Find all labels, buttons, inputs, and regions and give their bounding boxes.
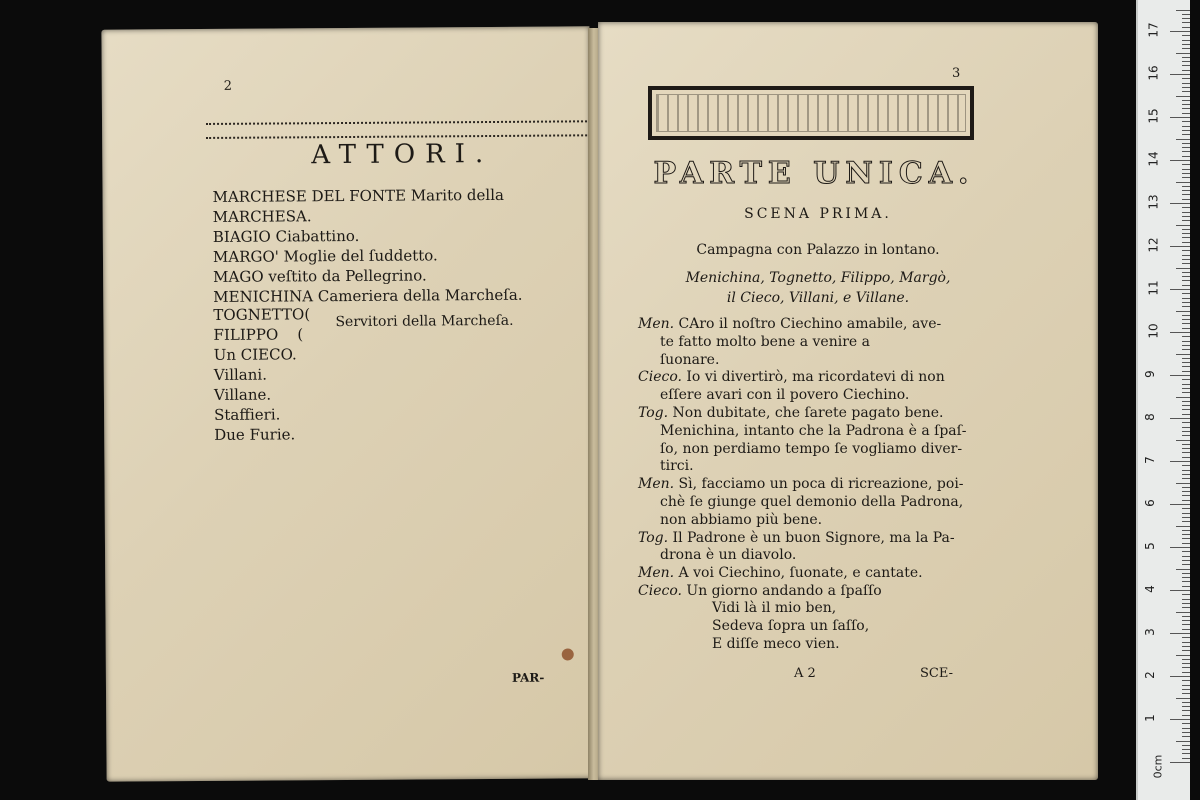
- dialogue-line: [638, 316, 978, 334]
- ruler-tick: [1182, 431, 1190, 432]
- ruler-tick: [1170, 461, 1190, 462]
- cast-item: MAGO veſtito da Pellegrino.: [213, 266, 427, 286]
- cast-item: Villane.: [213, 385, 272, 404]
- ruler-tick: [1182, 323, 1190, 324]
- ruler-tick: [1182, 594, 1190, 595]
- ruler-tick: [1182, 710, 1190, 711]
- ruler-tick: [1182, 100, 1190, 101]
- ruler-tick: [1182, 177, 1190, 178]
- ruler-tick: [1176, 10, 1190, 11]
- ruler-tick: [1170, 31, 1190, 32]
- ruler-tick: [1182, 427, 1190, 428]
- ruler-tick: [1182, 470, 1190, 471]
- dialogue-block: [638, 316, 978, 601]
- ruler-tick: [1182, 130, 1190, 131]
- ruler-tick: [1182, 620, 1190, 621]
- catchword-left: PAR-: [511, 670, 545, 685]
- ruler-tick: [1182, 44, 1190, 45]
- cast-title: ATTORI.: [311, 138, 494, 171]
- dialogue-line: [638, 405, 978, 423]
- verse-line: E diſſe meco vien.: [712, 635, 840, 652]
- ruler-tick: [1182, 586, 1190, 587]
- cast-item: MENICHINA Cameriera della Marcheſa.: [213, 285, 523, 306]
- ruler-tick: [1170, 504, 1190, 505]
- ruler-tick: [1182, 255, 1190, 256]
- ruler-tick: [1182, 685, 1190, 686]
- ruler-tick: [1182, 616, 1190, 617]
- ruler-tick: [1182, 500, 1190, 501]
- ruler-tick: [1182, 680, 1190, 681]
- ruler-tick: [1182, 629, 1190, 630]
- ruler-tick: [1182, 48, 1190, 49]
- ruler-tick: [1170, 74, 1190, 75]
- dialogue-line: [638, 476, 978, 494]
- dialogue-line: [638, 547, 978, 565]
- ruler-tick: [1182, 104, 1190, 105]
- ruler-tick: [1176, 139, 1190, 140]
- ruler-tick: [1182, 186, 1190, 187]
- dialogue-text: ſo, non perdiamo tempo ſe vogliamo diver-: [660, 440, 963, 457]
- ruler-tick: [1182, 362, 1190, 363]
- ruler-tick: [1182, 108, 1190, 109]
- ruler-tick: [1176, 526, 1190, 527]
- scene-heading: SCENA PRIMA.: [744, 206, 892, 222]
- ruler-tick: [1182, 753, 1190, 754]
- ruler-tick: [1176, 225, 1190, 226]
- dialogue-text: Un giorno andando a ſpaſſo: [686, 582, 882, 599]
- scene-characters: [658, 268, 978, 308]
- ruler-label: 6: [1142, 499, 1157, 507]
- ruler-label: 13: [1146, 194, 1161, 210]
- ornamental-headpiece: [648, 86, 974, 140]
- ruler-tick: [1182, 156, 1190, 157]
- dialogue-text: ſuonare.: [660, 351, 720, 368]
- ruler-tick: [1176, 741, 1190, 742]
- ruler-tick: [1170, 719, 1190, 720]
- ruler-tick: [1182, 280, 1190, 281]
- dialogue-text: Sì, facciamo un poca di ricreazione, poi-: [678, 476, 964, 493]
- cast-item: TOGNETTO(: [213, 305, 311, 324]
- ruler-label: 15: [1146, 108, 1161, 124]
- ruler-label: 5: [1142, 542, 1157, 550]
- ruler-tick: [1182, 414, 1190, 415]
- ruler-tick: [1170, 332, 1190, 333]
- ruler-tick: [1182, 728, 1190, 729]
- page-number-left: 2: [223, 78, 233, 94]
- dialogue-line: [638, 369, 978, 387]
- ruler-tick: [1176, 612, 1190, 613]
- ruler-tick: [1182, 599, 1190, 600]
- cast-item: MARGO' Moglie del ſuddetto.: [212, 246, 438, 266]
- ruler-tick: [1182, 358, 1190, 359]
- ruler-tick: [1182, 607, 1190, 608]
- ruler-tick: [1182, 315, 1190, 316]
- ruler-tick: [1182, 328, 1190, 329]
- ruler-tick: [1182, 457, 1190, 458]
- ruler-tick: [1182, 491, 1190, 492]
- ruler-tick: [1176, 182, 1190, 183]
- ruler-tick: [1182, 702, 1190, 703]
- ruler-tick: [1182, 78, 1190, 79]
- ruler-tick: [1182, 452, 1190, 453]
- left-page: [101, 26, 594, 781]
- speaker-label: Tog.: [638, 404, 669, 421]
- ruler-label: 10: [1146, 323, 1161, 339]
- page-number-right: 3: [952, 66, 961, 81]
- ruler-unit-label: 0cm: [1151, 754, 1165, 779]
- dialogue-line: [638, 423, 978, 441]
- ruler-tick: [1182, 272, 1190, 273]
- ruler-tick: [1182, 70, 1190, 71]
- ruler-tick: [1182, 646, 1190, 647]
- ruler-tick: [1182, 216, 1190, 217]
- ruler-tick: [1182, 371, 1190, 372]
- ruler-tick: [1182, 298, 1190, 299]
- verse-line: Vidi là il mio ben,: [712, 600, 837, 616]
- ruler-tick: [1182, 478, 1190, 479]
- ruler-tick: [1182, 237, 1190, 238]
- ruler-tick: [1182, 487, 1190, 488]
- ruler-tick: [1182, 379, 1190, 380]
- ruler-tick: [1182, 113, 1190, 114]
- ruler-tick: [1182, 22, 1190, 23]
- ruler-tick: [1182, 306, 1190, 307]
- ruler-tick: [1182, 693, 1190, 694]
- ruler-tick: [1170, 547, 1190, 548]
- ruler-tick: [1182, 672, 1190, 673]
- ruler-tick: [1176, 397, 1190, 398]
- ruler-tick: [1182, 401, 1190, 402]
- ruler-tick: [1182, 121, 1190, 122]
- signature-mark: A 2: [794, 666, 816, 681]
- ruler-tick: [1182, 83, 1190, 84]
- ruler-tick: [1182, 448, 1190, 449]
- ruler-tick: [1176, 698, 1190, 699]
- ruler-tick: [1182, 736, 1190, 737]
- ruler-tick: [1170, 418, 1190, 419]
- cast-item: BIAGIO Ciabattino.: [212, 226, 360, 246]
- ruler-tick: [1182, 65, 1190, 66]
- right-page: [598, 22, 1098, 780]
- ruler-tick: [1182, 18, 1190, 19]
- brace-description: Servitori della Marcheſa.: [335, 312, 514, 331]
- ruler-label: 9: [1142, 370, 1157, 378]
- ruler-tick: [1182, 422, 1190, 423]
- ruler-tick: [1182, 465, 1190, 466]
- ruler-label: 3: [1142, 628, 1157, 636]
- ruler-tick: [1182, 345, 1190, 346]
- ruler-tick: [1182, 637, 1190, 638]
- ruler-tick: [1182, 392, 1190, 393]
- ruler-tick: [1182, 581, 1190, 582]
- characters-line: Menichina, Tognetto, Filippo, Margò,: [685, 270, 951, 286]
- ruler-tick: [1182, 336, 1190, 337]
- ruler-tick: [1182, 538, 1190, 539]
- ruler-tick: [1182, 758, 1190, 759]
- ruler-tick: [1182, 35, 1190, 36]
- speaker-label: Cieco.: [638, 582, 682, 599]
- ruler-tick: [1176, 655, 1190, 656]
- ruler-tick: [1182, 293, 1190, 294]
- ruler-tick: [1182, 556, 1190, 557]
- ruler-tick: [1176, 268, 1190, 269]
- ruler-tick: [1182, 732, 1190, 733]
- ruler-tick: [1182, 207, 1190, 208]
- ruler-tick: [1182, 749, 1190, 750]
- speaker-label: Cieco.: [638, 369, 682, 386]
- ruler-tick: [1182, 134, 1190, 135]
- ruler-tick: [1170, 676, 1190, 677]
- ruler-tick: [1182, 242, 1190, 243]
- ruler-tick: [1182, 319, 1190, 320]
- ruler-tick: [1182, 543, 1190, 544]
- ruler-tick: [1182, 508, 1190, 509]
- ruler-tick: [1182, 57, 1190, 58]
- ruler-tick: [1170, 762, 1190, 763]
- ruler-label: 7: [1142, 456, 1157, 464]
- speaker-label: Men.: [638, 565, 675, 582]
- brace-names: [213, 304, 311, 445]
- ruler-tick: [1182, 285, 1190, 286]
- dialogue-line: [638, 530, 978, 548]
- ruler-tick: [1182, 143, 1190, 144]
- dialogue-text: te fatto molto bene a venire a: [660, 333, 870, 350]
- measurement-ruler: [1136, 0, 1190, 800]
- characters-line: il Cieco, Villani, e Villane.: [726, 290, 910, 306]
- ruler-tick: [1182, 263, 1190, 264]
- ruler-tick: [1182, 302, 1190, 303]
- ruler-tick: [1182, 14, 1190, 15]
- ruler-tick: [1176, 96, 1190, 97]
- dialogue-text: chè ſe giunge quel demonio della Padrona,: [660, 493, 964, 510]
- ruler-tick: [1170, 203, 1190, 204]
- ruler-tick: [1170, 289, 1190, 290]
- ruler-label: 1: [1142, 714, 1157, 722]
- ruler-label: 11: [1146, 280, 1161, 296]
- ruler-tick: [1170, 633, 1190, 634]
- ruler-tick: [1182, 349, 1190, 350]
- ruler-tick: [1176, 311, 1190, 312]
- ruler-tick: [1182, 194, 1190, 195]
- dialogue-text: A voi Ciechino, ſuonate, e cantate.: [678, 565, 923, 582]
- ruler-tick: [1182, 521, 1190, 522]
- scene-location: Campagna con Palazzo in lontano.: [696, 242, 940, 258]
- ruler-tick: [1170, 160, 1190, 161]
- speaker-label: Men.: [638, 316, 675, 332]
- ruler-tick: [1182, 560, 1190, 561]
- dialogue-text: Il Padrone è un buon Signore, ma la Pa-: [672, 529, 955, 546]
- ruler-label: 4: [1142, 585, 1157, 593]
- ruler-tick: [1182, 250, 1190, 251]
- ruler-tick: [1170, 590, 1190, 591]
- ruler-tick: [1182, 534, 1190, 535]
- ruler-tick: [1182, 27, 1190, 28]
- ruler-tick: [1182, 276, 1190, 277]
- ruler-tick: [1182, 715, 1190, 716]
- dialogue-line: [638, 352, 978, 370]
- dialogue-line: [638, 441, 978, 459]
- dialogue-text: Menichina, intanto che la Padrona è a ſpaſ-: [660, 422, 967, 439]
- cast-list: [212, 185, 522, 307]
- ruler-tick: [1176, 483, 1190, 484]
- ruler-tick: [1182, 233, 1190, 234]
- ruler-tick: [1182, 409, 1190, 410]
- dialogue-text: tirci.: [660, 458, 694, 475]
- verse-block: [712, 600, 869, 653]
- dialogue-text: drona è un diavolo.: [660, 547, 797, 564]
- ruler-tick: [1170, 246, 1190, 247]
- ornament-rule: [206, 120, 646, 139]
- ruler-tick: [1182, 229, 1190, 230]
- ruler-tick: [1182, 190, 1190, 191]
- ruler-tick: [1182, 474, 1190, 475]
- ruler-tick: [1182, 495, 1190, 496]
- ruler-tick: [1182, 689, 1190, 690]
- dialogue-line: [638, 458, 978, 476]
- ruler-label: 12: [1146, 237, 1161, 253]
- cast-item: Villani.: [213, 365, 267, 384]
- ruler-tick: [1170, 375, 1190, 376]
- ruler-tick: [1182, 530, 1190, 531]
- ruler-tick: [1182, 173, 1190, 174]
- ruler-tick: [1182, 577, 1190, 578]
- cast-item: Staffieri.: [214, 405, 281, 424]
- ruler-tick: [1182, 667, 1190, 668]
- dialogue-line: [638, 334, 978, 352]
- cast-item: Un CIECO.: [213, 345, 297, 364]
- cast-item: Due Furie.: [214, 425, 296, 444]
- ruler-tick: [1182, 164, 1190, 165]
- ruler-tick: [1176, 569, 1190, 570]
- ruler-tick: [1182, 745, 1190, 746]
- dialogue-text: non abbiamo più bene.: [660, 511, 823, 528]
- dialogue-line: [638, 494, 978, 512]
- ruler-tick: [1182, 61, 1190, 62]
- ruler-tick: [1182, 151, 1190, 152]
- dialogue-line: [638, 565, 978, 583]
- dialogue-text: Io vi divertirò, ma ricordatevi di non: [686, 369, 945, 386]
- part-heading: PARTE UNICA.: [653, 156, 975, 191]
- catchword-right: SCE-: [920, 666, 953, 681]
- ruler-tick: [1170, 117, 1190, 118]
- ruler-label: 14: [1146, 151, 1161, 167]
- ruler-tick: [1182, 513, 1190, 514]
- verse-line: Sedeva ſopra un ſaſſo,: [712, 617, 870, 634]
- ruler-label: 8: [1142, 413, 1157, 421]
- ruler-label: 17: [1146, 22, 1161, 38]
- dialogue-text: eſſere avari con il povero Ciechino.: [660, 387, 910, 404]
- speaker-label: Men.: [638, 476, 675, 493]
- ruler-tick: [1182, 341, 1190, 342]
- ruler-tick: [1182, 603, 1190, 604]
- cast-item: FILIPPO (: [213, 325, 304, 344]
- ruler-tick: [1182, 199, 1190, 200]
- ruler-tick: [1176, 354, 1190, 355]
- ruler-tick: [1182, 259, 1190, 260]
- ruler-tick: [1182, 551, 1190, 552]
- ruler-tick: [1182, 435, 1190, 436]
- ruler-tick: [1182, 212, 1190, 213]
- ruler-tick: [1182, 87, 1190, 88]
- ruler-tick: [1182, 517, 1190, 518]
- ruler-tick: [1182, 384, 1190, 385]
- ruler-tick: [1182, 147, 1190, 148]
- dialogue-text: Non dubitate, che ſarete pagato bene.: [672, 404, 944, 421]
- speaker-label: Tog.: [638, 529, 669, 546]
- ruler-tick: [1182, 405, 1190, 406]
- dialogue-line: [638, 387, 978, 405]
- ruler-label: 16: [1146, 65, 1161, 81]
- ruler-tick: [1182, 659, 1190, 660]
- ruler-tick: [1182, 663, 1190, 664]
- ruler-tick: [1182, 706, 1190, 707]
- ruler-tick: [1182, 642, 1190, 643]
- ruler-tick: [1176, 440, 1190, 441]
- ruler-tick: [1182, 650, 1190, 651]
- dialogue-line: [638, 512, 978, 530]
- ruler-tick: [1182, 444, 1190, 445]
- ruler-tick: [1182, 91, 1190, 92]
- ruler-tick: [1182, 126, 1190, 127]
- cast-item: MARCHESE DEL FONTE Marito della: [212, 185, 504, 206]
- ruler-tick: [1182, 564, 1190, 565]
- cast-item: MARCHESA.: [212, 207, 312, 226]
- ruler-tick: [1182, 388, 1190, 389]
- ruler-tick: [1176, 53, 1190, 54]
- ruler-tick: [1182, 366, 1190, 367]
- ruler-label: 2: [1142, 671, 1157, 679]
- ruler-tick: [1182, 624, 1190, 625]
- ruler-tick: [1182, 723, 1190, 724]
- ruler-tick: [1182, 169, 1190, 170]
- dialogue-text: CAro il noſtro Ciechino amabile, ave-: [678, 316, 942, 332]
- ruler-tick: [1182, 220, 1190, 221]
- dialogue-line: [638, 583, 978, 601]
- ruler-tick: [1182, 40, 1190, 41]
- paper-stain: [562, 648, 574, 660]
- ruler-tick: [1182, 573, 1190, 574]
